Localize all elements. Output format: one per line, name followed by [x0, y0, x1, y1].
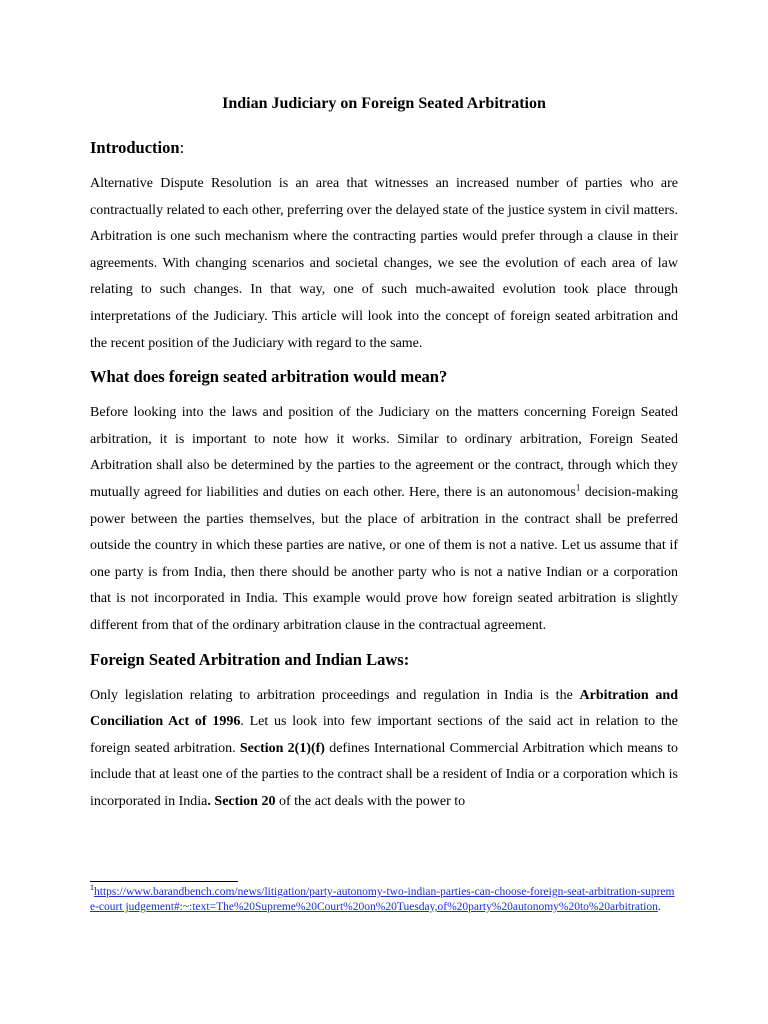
- meaning-paragraph: [90, 400, 678, 639]
- heading-colon: :: [179, 138, 185, 157]
- introduction-paragraph: Alternative Dispute Resolution is an area that witnesses an increased number of parties who are contractually related to each other, preferring over the delayed state of the justice system in civil matters. Arbitration is one such mechanism where the contracting parties would prefer through a clause in their agreements. With changing scenarios and societal changes, we see the evolution of each area of law relating to such changes. In that way, one of such much-awaited evolution took place through interpretations of the Judiciary. This article will look into the concept of foreign seated arbitration and the recent position of the Judiciary with regard to the same.: [90, 176, 678, 351]
- document-page: [90, 93, 678, 824]
- document-title: Indian Judiciary on Foreign Seated Arbitration: [222, 95, 546, 112]
- indian-laws-paragraph: [90, 683, 678, 816]
- meaning-paragraph-end: decision-making power between the parties themselves, but the place of arbitration in the contract shall be preferred outside the country in which these parties are native, or one of them is not a native. Let us assume that if one party is from India, then there should be another party who is not a native Indian or a corporation that is not incorporated in India. This example would prove how foreign seated arbitration is slightly different from that of the ordinary arbitration clause in the contractual agreement.: [90, 484, 679, 633]
- section-2-bold: Section 2(1)(f): [239, 740, 325, 756]
- laws-text-1: Only legislation relating to arbitration proceedings and regulation in India is the: [90, 687, 580, 703]
- laws-text-2: . Let us look into few important sections of the said act in relation to the foreign seated arbitration.: [90, 714, 679, 756]
- footnote-reference[interactable]: 1: [575, 482, 581, 493]
- footnote-separator: [90, 881, 238, 882]
- section-20-bold: . Section 20: [207, 793, 276, 809]
- act-name-bold: Arbitration and Conciliation Act of 1996: [90, 687, 678, 730]
- laws-text-3: defines International Commercial Arbitration which means to include that at least one of the parties to the contract shall be a resident of India or a corporation which is incorporated in India: [90, 740, 678, 809]
- footnote-marker: 1: [90, 883, 94, 893]
- meaning-paragraph-start: Before looking into the laws and position of the Judiciary on the matters concerning Foreign Seated arbitration, it is important to note how it works. Similar to ordinary arbitration, Foreign Seated Arbitration shall also be determined by the parties to the agreement or the contract, through which they mutually agreed for liabilities and duties on each other. Here, there is an autonomous: [90, 405, 678, 500]
- footnote-trailing: .: [657, 901, 661, 913]
- footnote: [90, 885, 678, 915]
- section-heading-indian-laws: Foreign Seated Arbitration and Indian Laws:: [90, 649, 410, 669]
- laws-text-4: of the act deals with the power to: [275, 793, 466, 809]
- section-heading-introduction: [90, 137, 678, 159]
- introduction-heading-text: Introduction: [90, 138, 180, 157]
- section-heading-meaning: What does foreign seated arbitration would mean?: [90, 367, 448, 387]
- footnote-link[interactable]: https://www.barandbench.com/news/litigation/party-autonomy-two-indian-parties-can-choose-foreign-seat-arbitration-supreme-court judgement#:~:text=The%20Supreme%20Court%20on%20Tuesday,of%20party%20autonomy%20to%20arbitration: [90, 886, 675, 913]
